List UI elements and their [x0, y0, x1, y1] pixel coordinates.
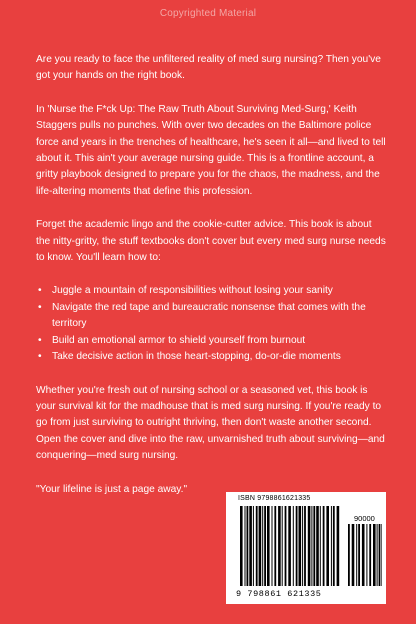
barcode-bar	[320, 506, 321, 586]
barcode-bar	[313, 506, 315, 586]
barcode-bar	[337, 506, 340, 586]
barcode-bar	[264, 506, 266, 586]
list-item: • Juggle a mountain of responsibilities without losing your sanity	[36, 283, 386, 299]
barcode-bar	[259, 506, 262, 586]
ean-barcode-bars	[240, 506, 340, 586]
barcode-bar	[247, 506, 249, 586]
barcode-bar	[379, 524, 381, 586]
back-cover-text	[36, 52, 386, 515]
intro-paragraph: Are you ready to face the unfiltered reality of med surg nursing? Then you've got your hands on the right book.	[36, 54, 381, 82]
closing-paragraph: Whether you're fresh out of nursing school or a seasoned vet, this book is your survival kit for the madhouse that is med surg nursing. If you're ready to go from just surviving to outright thriving, then don't waste another second. Open the cover and dive into the raw, unvarnished truth about surviving—and conquering—med surg nursing.	[36, 384, 385, 462]
addon-barcode-bars	[348, 524, 382, 586]
copyright-watermark: Copyrighted Material	[159, 8, 257, 19]
barcode-bar	[278, 506, 281, 586]
barcode-bar	[311, 506, 312, 586]
barcode-bar	[333, 506, 335, 586]
barcode-bar	[240, 506, 243, 586]
barcode-bar	[331, 506, 332, 586]
barcode-bar	[296, 506, 298, 586]
barcode-bar	[323, 506, 325, 586]
barcode-bar	[282, 506, 283, 586]
barcode-bar	[316, 506, 319, 586]
author-paragraph: In 'Nurse the F*ck Up: The Raw Truth About Surviving Med-Surg,' Keith Staggers pulls no punches. With over two decades on the Baltimore police force and years in the trenches of healthcare, he's seen it all—and lived to tell about it. This ain't your average nursing guide. This is a frontline account, a gritty playbook designed to prepare you for the chaos, the madness, and the life-altering moments that define this profession.	[36, 103, 386, 197]
barcode-bar	[267, 506, 270, 586]
list-item: • Navigate the red tape and bureaucratic nonsense that comes with the territory	[36, 300, 386, 333]
barcode-bar	[299, 506, 302, 586]
barcode-bar	[326, 506, 329, 586]
barcode-bar	[288, 506, 291, 586]
barcode-bar	[369, 524, 371, 586]
barcode-bar	[272, 506, 273, 586]
learning-list	[36, 283, 386, 365]
barcode-bar	[293, 506, 294, 586]
barcode-bar	[377, 524, 378, 586]
tagline-quote: "Your lifeline is just a page away."	[36, 483, 188, 495]
barcode-bar	[356, 524, 357, 586]
barcode-bar	[302, 506, 303, 586]
barcode-bar	[358, 524, 360, 586]
barcode-bar	[262, 506, 263, 586]
barcode-bar	[348, 524, 350, 586]
barcode-bar	[308, 506, 311, 586]
barcode-bar	[304, 506, 306, 586]
learn-paragraph: Forget the academic lingo and the cookie-cutter advice. This book is about the nitty-gritty, the stuff textbooks don't cover but every med surg nurse needs to know. You'll learn how to:	[36, 219, 386, 264]
barcode-bar	[249, 506, 252, 586]
barcode-bar	[352, 524, 355, 586]
list-item: • Take decisive action in those heart-stopping, do-or-die moments	[36, 349, 386, 365]
list-item: • Build an emotional armor to shield yourself from burnout	[36, 333, 386, 349]
barcode-bar	[366, 524, 367, 586]
barcode-bar	[256, 506, 258, 586]
barcode-bar	[274, 506, 276, 586]
barcode-bar	[362, 524, 365, 586]
isbn-barcode	[226, 492, 386, 604]
barcode-bar	[253, 506, 254, 586]
barcode-bar	[285, 506, 287, 586]
barcode-digits: 9 798861 621335	[236, 589, 322, 599]
barcode-bar	[381, 524, 382, 586]
isbn-label: ISBN 9798861621335	[238, 495, 311, 502]
price-code: 90000	[354, 514, 375, 523]
barcode-bar	[373, 524, 376, 586]
barcode-bar	[245, 506, 246, 586]
